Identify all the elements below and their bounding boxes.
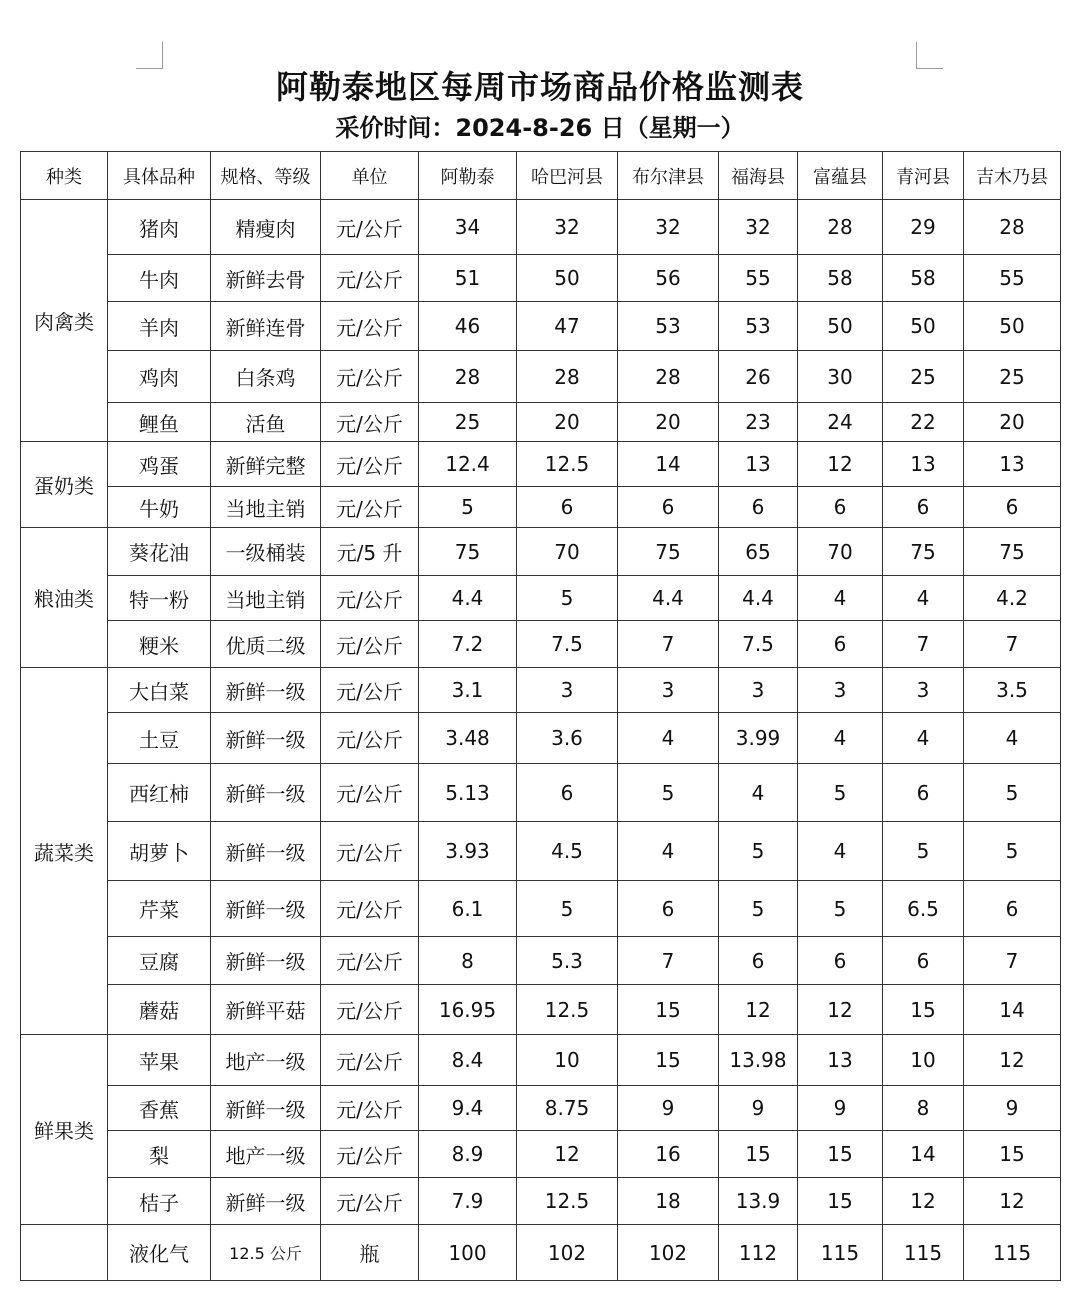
unit-cell: 元/公斤 (321, 442, 419, 487)
price-cell: 75 (883, 528, 964, 576)
price-cell: 12 (517, 1131, 618, 1178)
price-cell: 4 (618, 713, 719, 764)
price-cell: 16 (618, 1131, 719, 1178)
price-cell: 12.5 (517, 1178, 618, 1225)
price-cell: 53 (618, 302, 719, 351)
price-cell: 32 (719, 200, 798, 255)
price-cell: 13 (798, 1035, 883, 1086)
item-cell: 液化气 (108, 1225, 211, 1281)
item-cell: 香蕉 (108, 1086, 211, 1131)
price-cell: 12 (798, 985, 883, 1035)
price-cell: 29 (883, 200, 964, 255)
unit-cell: 元/公斤 (321, 822, 419, 881)
price-cell: 15 (618, 985, 719, 1035)
spec-cell: 白条鸡 (211, 351, 321, 403)
price-cell: 6 (719, 937, 798, 985)
price-cell: 4.4 (419, 576, 517, 621)
table-row (21, 576, 1061, 621)
item-cell: 桔子 (108, 1178, 211, 1225)
unit-cell: 元/公斤 (321, 576, 419, 621)
column-header: 单位 (321, 152, 419, 200)
price-cell: 4 (883, 576, 964, 621)
price-cell: 6 (883, 487, 964, 528)
price-cell: 12 (798, 442, 883, 487)
price-cell: 15 (883, 985, 964, 1035)
category-cell: 鲜果类 (21, 1035, 108, 1225)
spec-cell: 优质二级 (211, 621, 321, 668)
spec-cell: 精瘦肉 (211, 200, 321, 255)
spec-cell: 一级桶装 (211, 528, 321, 576)
item-cell: 牛肉 (108, 255, 211, 302)
price-cell: 115 (798, 1225, 883, 1281)
item-cell: 蘑菇 (108, 985, 211, 1035)
item-cell: 牛奶 (108, 487, 211, 528)
table-row (21, 487, 1061, 528)
price-cell: 75 (419, 528, 517, 576)
price-cell: 6 (618, 881, 719, 937)
price-cell: 22 (883, 403, 964, 442)
item-cell: 鸡蛋 (108, 442, 211, 487)
price-cell: 7 (964, 621, 1061, 668)
price-cell: 7.5 (517, 621, 618, 668)
unit-cell: 元/公斤 (321, 403, 419, 442)
price-cell: 28 (618, 351, 719, 403)
unit-cell: 元/公斤 (321, 937, 419, 985)
price-cell: 5 (964, 822, 1061, 881)
price-cell: 28 (419, 351, 517, 403)
price-cell: 6 (618, 487, 719, 528)
price-cell: 7 (618, 621, 719, 668)
column-header: 青河县 (883, 152, 964, 200)
price-cell: 3 (798, 668, 883, 713)
unit-cell: 元/5 升 (321, 528, 419, 576)
price-cell: 47 (517, 302, 618, 351)
price-cell: 28 (517, 351, 618, 403)
column-header: 种类 (21, 152, 108, 200)
price-cell: 8 (883, 1086, 964, 1131)
item-cell: 土豆 (108, 713, 211, 764)
price-cell: 13.98 (719, 1035, 798, 1086)
column-header: 哈巴河县 (517, 152, 618, 200)
price-cell: 70 (798, 528, 883, 576)
price-cell: 4 (618, 822, 719, 881)
column-header: 具体品种 (108, 152, 211, 200)
price-cell: 50 (517, 255, 618, 302)
unit-cell: 元/公斤 (321, 1086, 419, 1131)
price-cell: 5 (419, 487, 517, 528)
price-cell: 12 (883, 1178, 964, 1225)
price-cell: 50 (798, 302, 883, 351)
item-cell: 鲤鱼 (108, 403, 211, 442)
price-cell: 15 (719, 1131, 798, 1178)
price-cell: 12.5 (517, 442, 618, 487)
price-cell: 6 (517, 487, 618, 528)
item-cell: 特一粉 (108, 576, 211, 621)
table-row (21, 668, 1061, 713)
price-cell: 5 (517, 881, 618, 937)
unit-cell: 元/公斤 (321, 764, 419, 822)
unit-cell: 元/公斤 (321, 1035, 419, 1086)
price-cell: 25 (964, 351, 1061, 403)
unit-cell: 元/公斤 (321, 1131, 419, 1178)
table-row (21, 351, 1061, 403)
price-cell: 26 (719, 351, 798, 403)
price-cell: 5 (798, 881, 883, 937)
price-cell: 70 (517, 528, 618, 576)
category-cell: 蛋奶类 (21, 442, 108, 528)
price-cell: 3.1 (419, 668, 517, 713)
table-row (21, 1225, 1061, 1281)
unit-cell: 元/公斤 (321, 881, 419, 937)
spec-cell: 新鲜一级 (211, 1086, 321, 1131)
price-cell: 15 (964, 1131, 1061, 1178)
price-cell: 51 (419, 255, 517, 302)
table-row (21, 881, 1061, 937)
price-cell: 8 (419, 937, 517, 985)
price-cell: 14 (618, 442, 719, 487)
price-cell: 12 (964, 1178, 1061, 1225)
unit-cell: 元/公斤 (321, 255, 419, 302)
item-cell: 羊肉 (108, 302, 211, 351)
price-cell: 14 (964, 985, 1061, 1035)
table-row (21, 1178, 1061, 1225)
price-cell: 3 (517, 668, 618, 713)
price-cell: 56 (618, 255, 719, 302)
price-cell: 30 (798, 351, 883, 403)
price-cell: 15 (798, 1178, 883, 1225)
unit-cell: 元/公斤 (321, 1178, 419, 1225)
price-cell: 58 (883, 255, 964, 302)
table-row (21, 403, 1061, 442)
spec-cell: 活鱼 (211, 403, 321, 442)
category-cell (21, 1225, 108, 1281)
price-cell: 6 (883, 764, 964, 822)
unit-cell: 元/公斤 (321, 668, 419, 713)
price-cell: 3 (719, 668, 798, 713)
spec-cell: 地产一级 (211, 1131, 321, 1178)
price-cell: 100 (419, 1225, 517, 1281)
price-cell: 24 (798, 403, 883, 442)
spec-cell: 新鲜一级 (211, 764, 321, 822)
price-cell: 50 (964, 302, 1061, 351)
price-cell: 13.9 (719, 1178, 798, 1225)
price-cell: 32 (517, 200, 618, 255)
price-cell: 3.48 (419, 713, 517, 764)
price-cell: 7.5 (719, 621, 798, 668)
price-table (20, 151, 1061, 1281)
price-cell: 32 (618, 200, 719, 255)
price-cell: 8.75 (517, 1086, 618, 1131)
category-cell: 粮油类 (21, 528, 108, 668)
price-cell: 6 (798, 621, 883, 668)
spec-cell: 新鲜平菇 (211, 985, 321, 1035)
price-cell: 8.4 (419, 1035, 517, 1086)
item-cell: 葵花油 (108, 528, 211, 576)
column-header: 富蕴县 (798, 152, 883, 200)
table-row (21, 822, 1061, 881)
item-cell: 芹菜 (108, 881, 211, 937)
price-cell: 13 (883, 442, 964, 487)
price-cell: 55 (719, 255, 798, 302)
table-row (21, 1086, 1061, 1131)
price-cell: 5 (517, 576, 618, 621)
price-cell: 4.5 (517, 822, 618, 881)
price-cell: 28 (964, 200, 1061, 255)
table-row (21, 621, 1061, 668)
price-cell: 9 (798, 1086, 883, 1131)
price-cell: 15 (798, 1131, 883, 1178)
column-header: 吉木乃县 (964, 152, 1061, 200)
spec-cell: 当地主销 (211, 576, 321, 621)
table-row (21, 302, 1061, 351)
price-cell: 50 (883, 302, 964, 351)
price-cell: 5 (719, 822, 798, 881)
price-cell: 6 (719, 487, 798, 528)
price-cell: 9 (719, 1086, 798, 1131)
price-cell: 46 (419, 302, 517, 351)
price-cell: 5.13 (419, 764, 517, 822)
price-cell: 5 (798, 764, 883, 822)
table-row (21, 1035, 1061, 1086)
price-cell: 5 (964, 764, 1061, 822)
price-cell: 7 (618, 937, 719, 985)
spec-cell: 12.5 公斤 (211, 1225, 321, 1281)
item-cell: 鸡肉 (108, 351, 211, 403)
price-cell: 65 (719, 528, 798, 576)
item-cell: 粳米 (108, 621, 211, 668)
column-header: 布尔津县 (618, 152, 719, 200)
unit-cell: 元/公斤 (321, 302, 419, 351)
table-row (21, 1131, 1061, 1178)
price-cell: 115 (883, 1225, 964, 1281)
price-cell: 102 (517, 1225, 618, 1281)
item-cell: 猪肉 (108, 200, 211, 255)
page-subtitle: 采价时间：2024-8-26 日（星期一） (335, 114, 745, 142)
category-cell: 蔬菜类 (21, 668, 108, 1035)
spec-cell: 新鲜一级 (211, 713, 321, 764)
price-cell: 20 (517, 403, 618, 442)
price-cell: 6 (964, 487, 1061, 528)
price-cell: 55 (964, 255, 1061, 302)
price-cell: 4.2 (964, 576, 1061, 621)
price-cell: 12.5 (517, 985, 618, 1035)
spec-cell: 当地主销 (211, 487, 321, 528)
price-cell: 5.3 (517, 937, 618, 985)
price-cell: 7.9 (419, 1178, 517, 1225)
spec-cell: 新鲜完整 (211, 442, 321, 487)
table-row (21, 937, 1061, 985)
item-cell: 大白菜 (108, 668, 211, 713)
price-cell: 9.4 (419, 1086, 517, 1131)
price-cell: 14 (883, 1131, 964, 1178)
price-cell: 5 (719, 881, 798, 937)
price-cell: 12 (964, 1035, 1061, 1086)
price-cell: 23 (719, 403, 798, 442)
table-row (21, 255, 1061, 302)
table-row (21, 764, 1061, 822)
unit-cell: 元/公斤 (321, 487, 419, 528)
price-cell: 28 (798, 200, 883, 255)
unit-cell: 瓶 (321, 1225, 419, 1281)
price-cell: 112 (719, 1225, 798, 1281)
price-cell: 4.4 (618, 576, 719, 621)
price-cell: 3.93 (419, 822, 517, 881)
unit-cell: 元/公斤 (321, 713, 419, 764)
column-header: 规格、等级 (211, 152, 321, 200)
spec-cell: 新鲜一级 (211, 668, 321, 713)
table-row (21, 200, 1061, 255)
price-cell: 13 (964, 442, 1061, 487)
price-cell: 3.5 (964, 668, 1061, 713)
price-cell: 6 (798, 937, 883, 985)
page-title: 阿勒泰地区每周市场商品价格监测表 (275, 68, 804, 106)
item-cell: 苹果 (108, 1035, 211, 1086)
price-cell: 7.2 (419, 621, 517, 668)
spec-cell: 新鲜一级 (211, 822, 321, 881)
item-cell: 梨 (108, 1131, 211, 1178)
price-cell: 20 (618, 403, 719, 442)
price-cell: 4 (798, 576, 883, 621)
price-cell: 4 (798, 713, 883, 764)
price-cell: 10 (517, 1035, 618, 1086)
price-cell: 102 (618, 1225, 719, 1281)
column-header: 阿勒泰 (419, 152, 517, 200)
spec-cell: 新鲜一级 (211, 881, 321, 937)
table-row (21, 985, 1061, 1035)
price-cell: 75 (964, 528, 1061, 576)
price-cell: 16.95 (419, 985, 517, 1035)
price-cell: 53 (719, 302, 798, 351)
price-cell: 4 (719, 764, 798, 822)
price-cell: 4.4 (719, 576, 798, 621)
price-cell: 3.6 (517, 713, 618, 764)
price-cell: 6.1 (419, 881, 517, 937)
price-cell: 12.4 (419, 442, 517, 487)
table-row (21, 442, 1061, 487)
column-header: 福海县 (719, 152, 798, 200)
price-cell: 6.5 (883, 881, 964, 937)
price-cell: 8.9 (419, 1131, 517, 1178)
price-cell: 6 (517, 764, 618, 822)
price-cell: 5 (883, 822, 964, 881)
price-cell: 6 (964, 881, 1061, 937)
item-cell: 西红柿 (108, 764, 211, 822)
spec-cell: 新鲜一级 (211, 937, 321, 985)
price-cell: 20 (964, 403, 1061, 442)
price-cell: 5 (618, 764, 719, 822)
price-cell: 9 (618, 1086, 719, 1131)
price-cell: 25 (883, 351, 964, 403)
price-cell: 6 (798, 487, 883, 528)
spec-cell: 新鲜一级 (211, 1178, 321, 1225)
price-cell: 34 (419, 200, 517, 255)
table-row (21, 528, 1061, 576)
price-cell: 3 (883, 668, 964, 713)
price-cell: 15 (618, 1035, 719, 1086)
price-cell: 9 (964, 1086, 1061, 1131)
spec-cell: 新鲜去骨 (211, 255, 321, 302)
price-cell: 115 (964, 1225, 1061, 1281)
item-cell: 胡萝卜 (108, 822, 211, 881)
price-cell: 3.99 (719, 713, 798, 764)
item-cell: 豆腐 (108, 937, 211, 985)
price-cell: 10 (883, 1035, 964, 1086)
unit-cell: 元/公斤 (321, 985, 419, 1035)
price-cell: 13 (719, 442, 798, 487)
spec-cell: 新鲜连骨 (211, 302, 321, 351)
price-cell: 25 (419, 403, 517, 442)
price-cell: 4 (798, 822, 883, 881)
price-cell: 75 (618, 528, 719, 576)
header-row (21, 152, 1061, 200)
price-cell: 6 (883, 937, 964, 985)
category-cell: 肉禽类 (21, 200, 108, 442)
table-body (21, 200, 1061, 1281)
price-cell: 4 (964, 713, 1061, 764)
price-cell: 12 (719, 985, 798, 1035)
table-row (21, 713, 1061, 764)
unit-cell: 元/公斤 (321, 621, 419, 668)
unit-cell: 元/公斤 (321, 200, 419, 255)
unit-cell: 元/公斤 (321, 351, 419, 403)
price-cell: 7 (964, 937, 1061, 985)
price-cell: 3 (618, 668, 719, 713)
price-cell: 7 (883, 621, 964, 668)
price-cell: 18 (618, 1178, 719, 1225)
spec-cell: 地产一级 (211, 1035, 321, 1086)
price-cell: 4 (883, 713, 964, 764)
price-cell: 58 (798, 255, 883, 302)
